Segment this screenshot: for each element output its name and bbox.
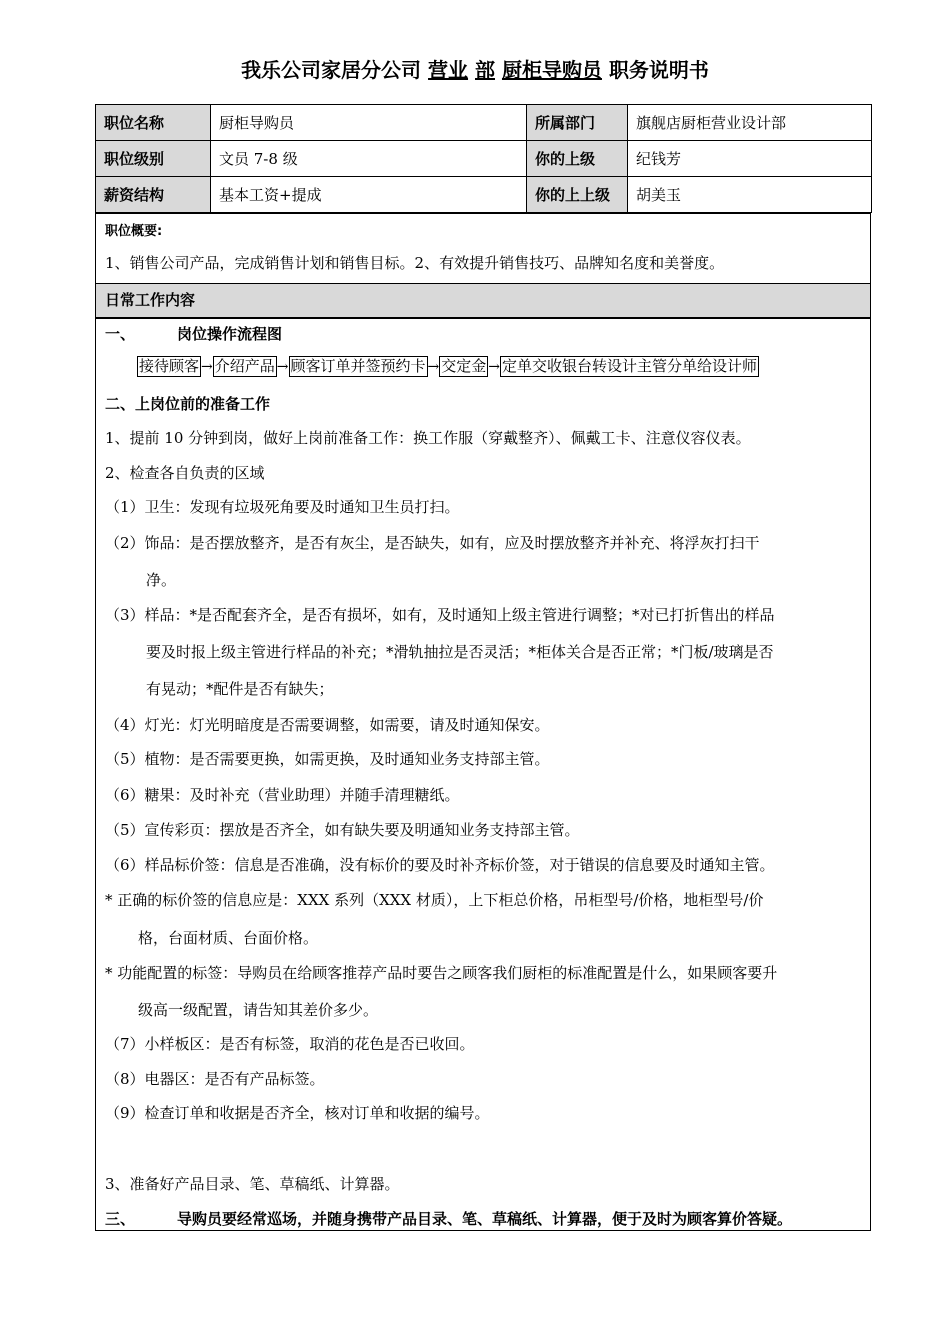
summary-text: 1、销售公司产品，完成销售计划和销售目标。2、有效提升销售技巧、品牌知名度和美誉度。: [105, 254, 725, 272]
part3-heading: [105, 1208, 792, 1229]
title-department-suffix: 部: [475, 58, 495, 82]
list-item: 3、准备好产品目录、笔、草稿纸、计算器。: [105, 1175, 400, 1193]
position-info-table: [95, 104, 872, 213]
list-item: （1）卫生：发现有垃圾死角要及时通知卫生员打扫。: [105, 498, 460, 516]
value-position-name: 厨柜导购员: [211, 105, 527, 141]
section-title: 日常工作内容: [105, 291, 196, 309]
value-salary-structure: 基本工资+提成: [211, 177, 527, 213]
part1-heading: [105, 323, 282, 344]
list-item: 1、提前 10 分钟到岗，做好上岗前准备工作：换工作服（穿戴整齐）、佩戴工卡、注意仪容仪表。: [105, 429, 751, 447]
list-item-continued: 级高一级配置，请告知其差价多少。: [138, 1001, 379, 1019]
list-item: （9）检查订单和收据是否齐全，核对订单和收据的编号。: [105, 1104, 490, 1122]
label-department: 所属部门: [527, 105, 628, 141]
arrow-icon: →: [201, 358, 213, 375]
label-senior-supervisor: 你的上上级: [527, 177, 628, 213]
arrow-icon: →: [276, 358, 289, 375]
part2-heading: 二、上岗位前的准备工作: [105, 395, 271, 413]
arrow-icon: →: [427, 358, 440, 375]
value-position-level: 文员 7-8 级: [211, 141, 527, 177]
label-position-name: 职位名称: [96, 105, 211, 141]
value-senior-supervisor: 胡美玉: [628, 177, 872, 213]
daily-work-content: [95, 317, 871, 1231]
flow-step-deposit: 交定金: [441, 357, 487, 375]
label-salary-structure: 薪资结构: [96, 177, 211, 213]
list-item-continued: 有晃动；*配件是否有缺失；: [146, 680, 334, 698]
value-department: 旗舰店厨柜营业设计部: [628, 105, 872, 141]
list-item: （4）灯光：灯光明暗度是否需要调整，如需要，请及时通知保安。: [105, 716, 550, 734]
table-row: [96, 105, 872, 141]
list-item: （6）样品标价签：信息是否准确，没有标价的要及时补齐标价签，对于错误的信息要及时通知主管。: [105, 856, 775, 874]
section-header: [95, 283, 871, 319]
list-item: （3）样品：*是否配套齐全，是否有损坏，如有，及时通知上级主管进行调整；*对已打折售出的样品: [105, 606, 775, 624]
list-item: 2、检查各自负责的区域: [105, 464, 265, 482]
list-item: * 正确的标价签的信息应是：XXX 系列（XXX 材质），上下柜总价格，吊柜型号/价格，地柜型号/价: [105, 891, 764, 909]
flow-step-order: 顾客订单并签预约卡: [290, 357, 426, 375]
summary-section: [95, 213, 871, 285]
list-item-continued: 要及时报上级主管进行样品的补充；*滑轨抽拉是否灵活；*柜体关合是否正常；*门板/玻璃是否: [146, 643, 774, 661]
table-row: [96, 141, 872, 177]
list-item: （8）电器区：是否有产品标签。: [105, 1070, 325, 1088]
flow-step-introduce: 介绍产品: [214, 357, 275, 375]
title-position: 厨柜导购员: [501, 58, 602, 82]
title-doc-type: 职务说明书: [608, 58, 709, 82]
list-item-continued: 格，台面材质、台面价格。: [138, 929, 319, 947]
workflow-diagram: [137, 356, 759, 377]
flow-step-handover: 定单交收银台转设计主管分单给设计师: [502, 357, 758, 375]
summary-label: 职位概要:: [105, 224, 163, 239]
title-company: 我乐公司家居分公司: [241, 58, 422, 82]
list-item: （5）宣传彩页：摆放是否齐全，如有缺失要及明通知业务支持部主管。: [105, 821, 580, 839]
part1-title: 岗位操作流程图: [177, 325, 283, 343]
part1-number: 一、: [105, 325, 136, 343]
value-supervisor: 纪钱芳: [628, 141, 872, 177]
list-item: （7）小样板区：是否有标签，取消的花色是否已收回。: [105, 1035, 475, 1053]
table-row: [96, 177, 872, 213]
label-supervisor: 你的上级: [527, 141, 628, 177]
list-item-continued: 净。: [146, 571, 177, 589]
part3-text: 导购员要经常巡场，并随身携带产品目录、笔、草稿纸、计算器，便于及时为顾客算价答疑。: [177, 1210, 793, 1228]
flow-step-greet: 接待顾客: [139, 357, 200, 375]
list-item: * 功能配置的标签：导购员在给顾客推荐产品时要告之顾客我们厨柜的标准配置是什么，如果顾客要升: [105, 964, 778, 982]
list-item: （6）糖果：及时补充（营业助理）并随手清理糖纸。: [105, 786, 460, 804]
document-title: [0, 54, 950, 83]
arrow-icon: →: [488, 358, 500, 375]
list-item: （5）植物：是否需要更换，如需更换，及时通知业务支持部主管。: [105, 750, 550, 768]
list-item: （2）饰品：是否摆放整齐，是否有灰尘，是否缺失，如有，应及时摆放整齐并补充、将浮灰打扫干: [105, 534, 760, 552]
label-position-level: 职位级别: [96, 141, 211, 177]
title-department: 营业: [428, 58, 469, 82]
part3-number: 三、: [105, 1210, 136, 1228]
